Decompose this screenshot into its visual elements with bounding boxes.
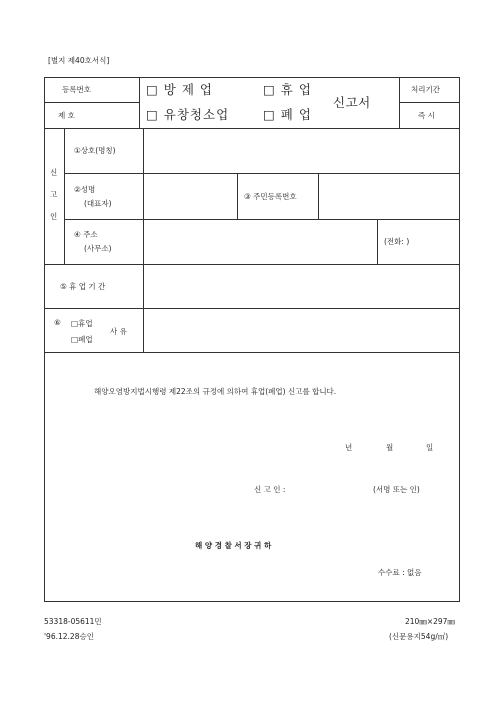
- addressee: 해 양 경 찰 서 장 귀 하: [195, 541, 272, 550]
- option-tank-cleaning[interactable]: □ 유창청소업: [146, 107, 230, 122]
- paper-size: 210㎜×297㎜: [405, 617, 455, 626]
- trade-name-label: ①상호(명칭): [74, 146, 116, 155]
- header-right-divider: [399, 102, 460, 103]
- resident-no-label: ③ 주민등록번호: [244, 192, 297, 201]
- reg-no-label: 등록번호: [62, 85, 91, 94]
- reason-field[interactable]: [144, 309, 459, 351]
- address-label: ④ 주소: [74, 230, 98, 239]
- option-closure[interactable]: □ 폐 업: [263, 107, 312, 122]
- form-code: 53318-05611민: [44, 617, 102, 626]
- processing-period-value: 즉 시: [418, 111, 435, 120]
- address-label-sub: (사무소): [84, 244, 112, 253]
- applicant-label-3: 인: [50, 212, 58, 221]
- applicant-label-2: 고: [50, 190, 58, 199]
- row-divider-5: [44, 352, 460, 353]
- header-left-vline: [139, 77, 140, 128]
- date-year: 년: [345, 443, 353, 452]
- approval-date: '96.12.28승인: [44, 632, 94, 641]
- declaration-text: 해양오염방지법시행령 제22조의 규정에 의하여 휴업(폐업) 신고를 합니다.: [94, 387, 337, 396]
- reason-number: ⑥: [54, 318, 61, 327]
- declarant-label: 신 고 인 :: [254, 485, 286, 494]
- resident-no-field[interactable]: [319, 174, 459, 218]
- trade-name-field[interactable]: [144, 129, 459, 172]
- form-title: 신고서: [333, 95, 371, 110]
- period-label: ⑤ 휴 업 기 간: [60, 282, 106, 291]
- option-suspension[interactable]: □ 휴 업: [263, 82, 312, 97]
- reason-label: 사 유: [110, 327, 127, 336]
- option-prevention-business[interactable]: □ 방 제 업: [146, 82, 213, 97]
- period-field[interactable]: [144, 265, 459, 307]
- name-label: ②성명: [74, 185, 96, 194]
- paper-type: (신문용지54g/㎡): [389, 632, 449, 641]
- header-left-divider: [44, 102, 139, 103]
- fee-text: 수수료 : 없음: [378, 568, 422, 577]
- je-ho-label: 제 호: [58, 111, 75, 120]
- applicant-label-1: 신: [50, 168, 58, 177]
- signature-label: (서명 또는 인): [373, 485, 420, 494]
- phone-label: (전화: ): [384, 237, 410, 246]
- processing-period-label: 처리기간: [411, 85, 440, 94]
- name-field[interactable]: [144, 174, 236, 218]
- applicant-section-vline: [64, 128, 65, 264]
- phone-vline: [377, 219, 378, 264]
- resident-no-left-vline: [237, 173, 238, 219]
- reason-option-suspension[interactable]: □휴업: [71, 319, 93, 328]
- name-label-sub: (대표자): [84, 199, 112, 208]
- reason-option-closure[interactable]: □폐업: [71, 335, 93, 344]
- form-number: [별지 제40호서식]: [48, 56, 110, 65]
- address-field[interactable]: [144, 220, 376, 263]
- date-day: 일: [426, 443, 434, 452]
- header-right-vline: [399, 77, 400, 128]
- date-month: 월: [386, 443, 394, 452]
- declarant-name-field[interactable]: [300, 480, 370, 496]
